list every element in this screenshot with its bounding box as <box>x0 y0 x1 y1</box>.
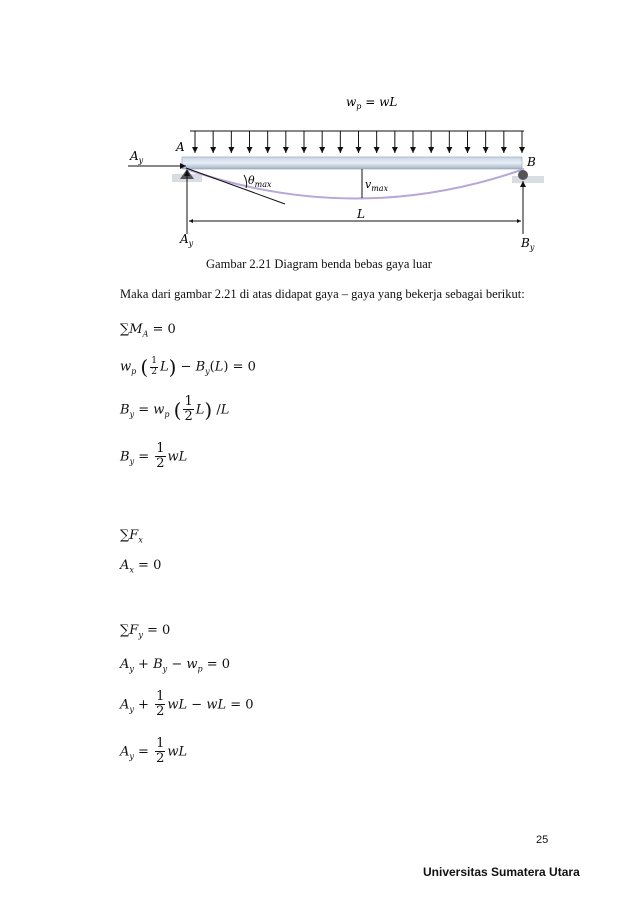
load-label: $w_p$ = wL <box>346 95 398 111</box>
eq-moment-balance: $w_p$ ( $\frac{1}{2}$ $L) - B_y(L) = 0$ <box>120 355 256 379</box>
label-b: B <box>527 155 536 169</box>
eq-ay-sub: $A_y$ + $\frac{1}{2}$ wL − wL = 0 <box>120 689 254 720</box>
label-L: L <box>357 207 365 221</box>
page-number: 25 <box>536 834 549 846</box>
label-vmax: $v_{max}$ <box>365 178 389 193</box>
right-roller <box>518 170 528 180</box>
beam <box>182 157 522 169</box>
eq-sum-moment-a: $\sum M_A = 0$ <box>120 322 176 339</box>
label-a-top: A <box>176 140 185 154</box>
distributed-load-arrows <box>195 131 522 153</box>
eq-by-solve: $B_y = w_p$ ( $\frac{1}{2}$ L) /L <box>120 394 230 425</box>
eq-sum-fx: $\sum F_x$ <box>120 528 143 545</box>
label-by-bottom: $B_y$ <box>521 236 535 252</box>
free-body-diagram <box>0 0 638 260</box>
figure-caption: Gambar 2.21 Diagram benda bebas gaya luar <box>206 257 432 271</box>
intro-text: Maka dari gambar 2.21 di atas didapat gaya – gaya yang bekerja sebagai berikut: <box>120 287 525 301</box>
eq-ay-result: $A_y$ = $\frac{1}{2}$ wL <box>120 736 188 767</box>
eq-by-result: $B_y$ = $\frac{1}{2}$ wL <box>120 441 188 472</box>
footer-university: Universitas Sumatera Utara <box>423 865 580 879</box>
deflection-curve <box>186 169 524 199</box>
eq-sum-fy: $\sum F_y = 0$ <box>120 623 171 640</box>
label-theta: $\theta_{max}$ <box>248 174 272 189</box>
label-ay-left: $A_y$ <box>130 149 144 165</box>
eq-ax: $A_x = 0$ <box>120 558 162 575</box>
label-ay-bottom: $A_y$ <box>180 232 194 248</box>
right-ground <box>512 176 544 183</box>
eq-fy-balance: $A_y + B_y - w_p = 0$ <box>120 657 231 674</box>
